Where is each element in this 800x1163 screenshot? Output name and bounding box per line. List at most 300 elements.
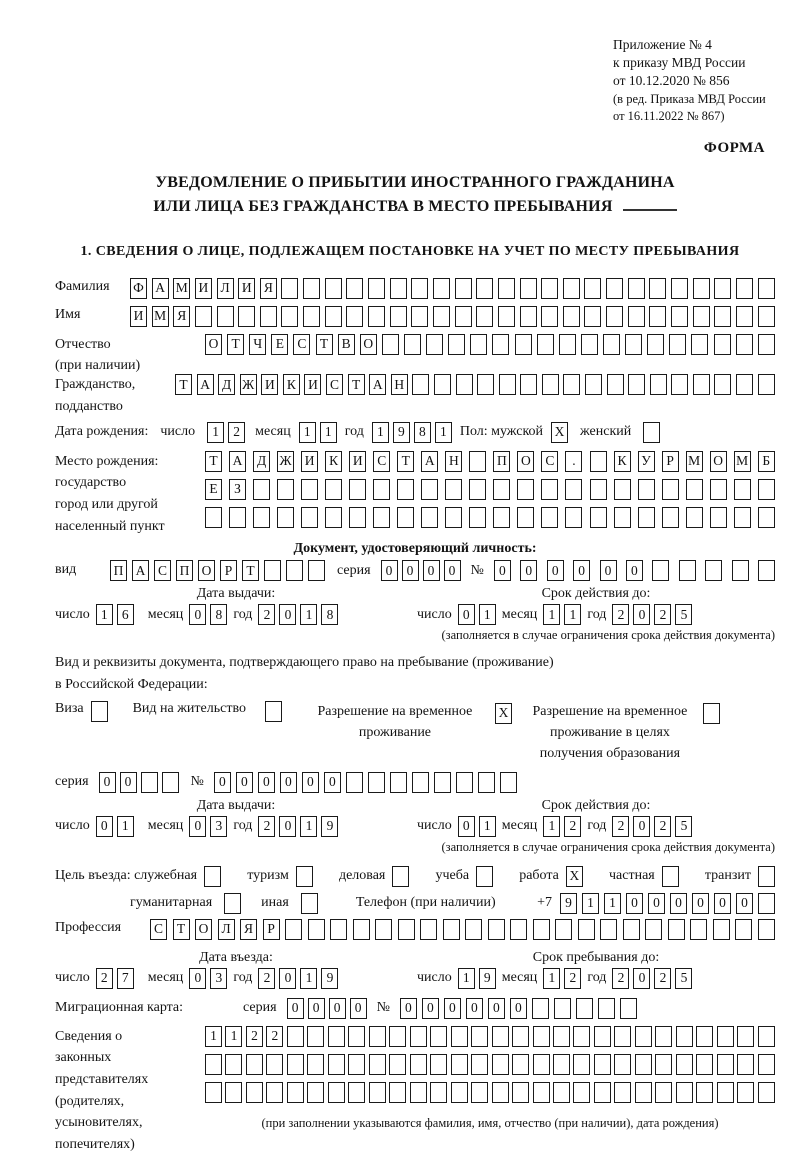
char-box[interactable]: 0: [458, 604, 475, 625]
char-box[interactable]: [296, 866, 313, 887]
char-box[interactable]: [264, 560, 281, 581]
char-box[interactable]: [655, 1054, 672, 1075]
char-box[interactable]: [696, 1026, 713, 1047]
char-box[interactable]: И: [301, 451, 318, 472]
char-box[interactable]: [301, 507, 318, 528]
char-box[interactable]: [389, 1054, 406, 1075]
char-box[interactable]: [736, 334, 753, 355]
purpose-official-checkbox[interactable]: [204, 866, 221, 887]
char-box[interactable]: [253, 507, 270, 528]
citizenship-boxes[interactable]: [175, 374, 775, 395]
char-box[interactable]: [635, 1026, 652, 1047]
char-box[interactable]: [411, 278, 428, 299]
char-box[interactable]: 1: [458, 968, 475, 989]
char-box[interactable]: [498, 306, 515, 327]
char-box[interactable]: [696, 1082, 713, 1103]
char-box[interactable]: 1: [225, 1026, 242, 1047]
char-box[interactable]: [614, 507, 631, 528]
char-box[interactable]: [714, 278, 731, 299]
char-box[interactable]: П: [176, 560, 193, 581]
char-box[interactable]: [411, 306, 428, 327]
char-box[interactable]: М: [734, 451, 751, 472]
char-box[interactable]: [758, 1054, 775, 1075]
char-box[interactable]: [451, 1054, 468, 1075]
char-box[interactable]: 0: [279, 968, 296, 989]
char-box[interactable]: [426, 334, 443, 355]
char-box[interactable]: 6: [117, 604, 134, 625]
char-box[interactable]: [410, 1082, 427, 1103]
char-box[interactable]: [471, 1082, 488, 1103]
char-box[interactable]: [542, 374, 559, 395]
char-box[interactable]: 1: [117, 816, 134, 837]
char-box[interactable]: [628, 278, 645, 299]
char-box[interactable]: [205, 507, 222, 528]
char-box[interactable]: [471, 1054, 488, 1075]
char-box[interactable]: О: [710, 451, 727, 472]
id-issue-year-boxes[interactable]: [258, 604, 338, 625]
char-box[interactable]: 8: [321, 604, 338, 625]
stay-issue-year-boxes[interactable]: [258, 816, 338, 837]
stay-issue-month-boxes[interactable]: [189, 816, 227, 837]
char-box[interactable]: 0: [96, 816, 113, 837]
char-box[interactable]: Я: [240, 919, 257, 940]
char-box[interactable]: [325, 306, 342, 327]
char-box[interactable]: [265, 701, 282, 722]
char-box[interactable]: А: [421, 451, 438, 472]
char-box[interactable]: [565, 507, 582, 528]
char-box[interactable]: [410, 1026, 427, 1047]
char-box[interactable]: 0: [189, 816, 206, 837]
char-box[interactable]: [737, 1082, 754, 1103]
char-box[interactable]: [301, 893, 318, 914]
char-box[interactable]: [690, 919, 707, 940]
char-box[interactable]: [373, 479, 390, 500]
char-box[interactable]: [500, 772, 517, 793]
char-box[interactable]: 9: [479, 968, 496, 989]
char-box[interactable]: [471, 1026, 488, 1047]
char-box[interactable]: [448, 334, 465, 355]
char-box[interactable]: [307, 1054, 324, 1075]
char-box[interactable]: [758, 560, 775, 581]
char-box[interactable]: 1: [96, 604, 113, 625]
char-box[interactable]: [455, 306, 472, 327]
char-box[interactable]: 5: [675, 816, 692, 837]
char-box[interactable]: [676, 1082, 693, 1103]
char-box[interactable]: 1: [300, 816, 317, 837]
char-box[interactable]: [714, 374, 731, 395]
char-box[interactable]: [676, 1054, 693, 1075]
char-box[interactable]: А: [369, 374, 386, 395]
char-box[interactable]: [225, 1082, 242, 1103]
char-box[interactable]: [412, 772, 429, 793]
char-box[interactable]: [410, 1054, 427, 1075]
char-box[interactable]: Д: [218, 374, 235, 395]
char-box[interactable]: Р: [220, 560, 237, 581]
char-box[interactable]: [397, 479, 414, 500]
char-box[interactable]: [541, 479, 558, 500]
char-box[interactable]: [162, 772, 179, 793]
char-box[interactable]: [590, 507, 607, 528]
char-box[interactable]: [647, 334, 664, 355]
surname-boxes[interactable]: [130, 278, 775, 299]
char-box[interactable]: 0: [236, 772, 253, 793]
char-box[interactable]: [541, 306, 558, 327]
char-box[interactable]: 3: [210, 968, 227, 989]
char-box[interactable]: Ж: [277, 451, 294, 472]
char-box[interactable]: [717, 1082, 734, 1103]
char-box[interactable]: [614, 1082, 631, 1103]
char-box[interactable]: 2: [228, 422, 245, 443]
birth-year-boxes[interactable]: [372, 422, 452, 443]
char-box[interactable]: [520, 278, 537, 299]
char-box[interactable]: К: [283, 374, 300, 395]
purpose-private-checkbox[interactable]: [662, 866, 679, 887]
char-box[interactable]: М: [173, 278, 190, 299]
char-box[interactable]: Н: [445, 451, 462, 472]
char-box[interactable]: [353, 919, 370, 940]
char-box[interactable]: [520, 374, 537, 395]
char-box[interactable]: [205, 1054, 222, 1075]
char-box[interactable]: [349, 507, 366, 528]
char-box[interactable]: [493, 507, 510, 528]
char-box[interactable]: 0: [279, 816, 296, 837]
char-box[interactable]: 9: [393, 422, 410, 443]
char-box[interactable]: Ф: [130, 278, 147, 299]
char-box[interactable]: [368, 278, 385, 299]
char-box[interactable]: [655, 1082, 672, 1103]
char-box[interactable]: [693, 306, 710, 327]
char-box[interactable]: [563, 278, 580, 299]
char-box[interactable]: 1: [300, 968, 317, 989]
char-box[interactable]: 0: [324, 772, 341, 793]
char-box[interactable]: 0: [381, 560, 398, 581]
char-box[interactable]: 1: [207, 422, 224, 443]
char-box[interactable]: [433, 278, 450, 299]
char-box[interactable]: С: [373, 451, 390, 472]
char-box[interactable]: .: [565, 451, 582, 472]
char-box[interactable]: Р: [662, 451, 679, 472]
char-box[interactable]: [421, 479, 438, 500]
char-box[interactable]: 0: [510, 998, 527, 1019]
char-box[interactable]: 5: [675, 604, 692, 625]
char-box[interactable]: [328, 1082, 345, 1103]
char-box[interactable]: И: [238, 278, 255, 299]
char-box[interactable]: 0: [648, 893, 665, 914]
char-box[interactable]: Н: [391, 374, 408, 395]
char-box[interactable]: [515, 334, 532, 355]
char-box[interactable]: 1: [543, 968, 560, 989]
char-box[interactable]: М: [152, 306, 169, 327]
char-box[interactable]: Т: [205, 451, 222, 472]
char-box[interactable]: 2: [654, 604, 671, 625]
char-box[interactable]: [559, 334, 576, 355]
char-box[interactable]: К: [614, 451, 631, 472]
char-box[interactable]: [266, 1054, 283, 1075]
stay-valid-month-boxes[interactable]: [543, 816, 581, 837]
char-box[interactable]: 0: [547, 560, 564, 581]
char-box[interactable]: [662, 866, 679, 887]
char-box[interactable]: Р: [263, 919, 280, 940]
char-box[interactable]: С: [154, 560, 171, 581]
char-box[interactable]: 0: [189, 968, 206, 989]
char-box[interactable]: [517, 479, 534, 500]
char-box[interactable]: Т: [242, 560, 259, 581]
char-box[interactable]: [606, 306, 623, 327]
char-box[interactable]: [330, 919, 347, 940]
char-box[interactable]: [348, 1026, 365, 1047]
char-box[interactable]: [390, 306, 407, 327]
id-issue-month-boxes[interactable]: [189, 604, 227, 625]
char-box[interactable]: [669, 334, 686, 355]
char-box[interactable]: 2: [612, 604, 629, 625]
char-box[interactable]: 1: [300, 604, 317, 625]
char-box[interactable]: Т: [175, 374, 192, 395]
char-box[interactable]: 0: [302, 772, 319, 793]
char-box[interactable]: [390, 278, 407, 299]
char-box[interactable]: Я: [173, 306, 190, 327]
char-box[interactable]: 1: [479, 604, 496, 625]
char-box[interactable]: 9: [321, 968, 338, 989]
char-box[interactable]: 0: [444, 998, 461, 1019]
char-box[interactable]: Д: [253, 451, 270, 472]
entry-month-boxes[interactable]: [189, 968, 227, 989]
char-box[interactable]: [478, 772, 495, 793]
char-box[interactable]: [517, 507, 534, 528]
char-box[interactable]: [476, 278, 493, 299]
char-box[interactable]: [476, 866, 493, 887]
char-box[interactable]: [430, 1054, 447, 1075]
char-box[interactable]: Т: [348, 374, 365, 395]
char-box[interactable]: [325, 278, 342, 299]
char-box[interactable]: [652, 560, 669, 581]
char-box[interactable]: [287, 1026, 304, 1047]
char-box[interactable]: [456, 374, 473, 395]
char-box[interactable]: [375, 919, 392, 940]
char-box[interactable]: О: [195, 919, 212, 940]
char-box[interactable]: [590, 451, 607, 472]
char-box[interactable]: [662, 479, 679, 500]
char-box[interactable]: Т: [173, 919, 190, 940]
char-box[interactable]: [649, 306, 666, 327]
char-box[interactable]: [655, 1026, 672, 1047]
char-box[interactable]: 9: [321, 816, 338, 837]
char-box[interactable]: [758, 893, 775, 914]
char-box[interactable]: [499, 374, 516, 395]
char-box[interactable]: [581, 334, 598, 355]
stay-issue-day-boxes[interactable]: [96, 816, 134, 837]
char-box[interactable]: 0: [279, 604, 296, 625]
char-box[interactable]: [643, 422, 660, 443]
char-box[interactable]: А: [152, 278, 169, 299]
char-box[interactable]: 0: [736, 893, 753, 914]
char-box[interactable]: 2: [612, 816, 629, 837]
char-box[interactable]: [451, 1026, 468, 1047]
char-box[interactable]: [758, 507, 775, 528]
char-box[interactable]: [476, 306, 493, 327]
visa-checkbox[interactable]: [91, 701, 108, 722]
purpose-business-checkbox[interactable]: [392, 866, 409, 887]
char-box[interactable]: [434, 772, 451, 793]
char-box[interactable]: [346, 306, 363, 327]
char-box[interactable]: [735, 919, 752, 940]
char-box[interactable]: С: [150, 919, 167, 940]
stay-until-year-boxes[interactable]: [612, 968, 692, 989]
char-box[interactable]: [584, 306, 601, 327]
char-box[interactable]: 0: [670, 893, 687, 914]
legal-rep-boxes-row1[interactable]: [205, 1026, 775, 1047]
char-box[interactable]: [328, 1026, 345, 1047]
char-box[interactable]: [346, 278, 363, 299]
char-box[interactable]: [430, 1082, 447, 1103]
char-box[interactable]: С: [541, 451, 558, 472]
char-box[interactable]: 2: [612, 968, 629, 989]
char-box[interactable]: [492, 334, 509, 355]
char-box[interactable]: [287, 1082, 304, 1103]
char-box[interactable]: [703, 703, 720, 724]
char-box[interactable]: [246, 1082, 263, 1103]
doc-series-boxes[interactable]: [381, 560, 461, 581]
char-box[interactable]: 0: [633, 968, 650, 989]
char-box[interactable]: 2: [564, 816, 581, 837]
char-box[interactable]: [603, 334, 620, 355]
char-box[interactable]: 0: [120, 772, 137, 793]
char-box[interactable]: [737, 1054, 754, 1075]
char-box[interactable]: [346, 772, 363, 793]
char-box[interactable]: П: [493, 451, 510, 472]
char-box[interactable]: Б: [758, 451, 775, 472]
char-box[interactable]: [598, 998, 615, 1019]
phone-boxes[interactable]: [560, 893, 775, 914]
char-box[interactable]: К: [325, 451, 342, 472]
char-box[interactable]: [308, 919, 325, 940]
char-box[interactable]: [758, 334, 775, 355]
char-box[interactable]: [758, 1082, 775, 1103]
char-box[interactable]: [445, 479, 462, 500]
char-box[interactable]: [392, 866, 409, 887]
char-box[interactable]: [433, 306, 450, 327]
char-box[interactable]: 0: [189, 604, 206, 625]
purpose-transit-checkbox[interactable]: [758, 866, 775, 887]
char-box[interactable]: [455, 278, 472, 299]
char-box[interactable]: [368, 306, 385, 327]
char-box[interactable]: [470, 334, 487, 355]
char-box[interactable]: И: [349, 451, 366, 472]
doc-number-boxes[interactable]: [494, 560, 775, 581]
char-box[interactable]: 1: [479, 816, 496, 837]
char-box[interactable]: [645, 919, 662, 940]
char-box[interactable]: [368, 772, 385, 793]
char-box[interactable]: 9: [560, 893, 577, 914]
char-box[interactable]: Т: [316, 334, 333, 355]
purpose-other-checkbox[interactable]: [301, 893, 318, 914]
char-box[interactable]: Е: [205, 479, 222, 500]
migration-series-boxes[interactable]: [287, 998, 367, 1019]
birth-day-boxes[interactable]: [207, 422, 245, 443]
char-box[interactable]: [576, 998, 593, 1019]
char-box[interactable]: 2: [258, 816, 275, 837]
purpose-work-checkbox[interactable]: [566, 866, 583, 887]
char-box[interactable]: 7: [117, 968, 134, 989]
given-name-boxes[interactable]: [130, 306, 775, 327]
char-box[interactable]: [693, 374, 710, 395]
char-box[interactable]: 0: [458, 816, 475, 837]
char-box[interactable]: [369, 1082, 386, 1103]
char-box[interactable]: [732, 560, 749, 581]
char-box[interactable]: [477, 374, 494, 395]
char-box[interactable]: С: [326, 374, 343, 395]
char-box[interactable]: 8: [414, 422, 431, 443]
char-box[interactable]: [286, 560, 303, 581]
char-box[interactable]: [638, 479, 655, 500]
char-box[interactable]: [594, 1082, 611, 1103]
char-box[interactable]: 0: [214, 772, 231, 793]
char-box[interactable]: [277, 507, 294, 528]
char-box[interactable]: 1: [205, 1026, 222, 1047]
legal-rep-boxes-row2[interactable]: [205, 1054, 775, 1075]
char-box[interactable]: [553, 1054, 570, 1075]
char-box[interactable]: [541, 507, 558, 528]
char-box[interactable]: [369, 1054, 386, 1075]
char-box[interactable]: 1: [543, 816, 560, 837]
char-box[interactable]: 1: [543, 604, 560, 625]
stay-valid-year-boxes[interactable]: [612, 816, 692, 837]
char-box[interactable]: 5: [675, 968, 692, 989]
char-box[interactable]: 0: [494, 560, 511, 581]
char-box[interactable]: [625, 334, 642, 355]
char-box[interactable]: [679, 560, 696, 581]
char-box[interactable]: 0: [633, 816, 650, 837]
char-box[interactable]: И: [195, 278, 212, 299]
char-box[interactable]: [382, 334, 399, 355]
char-box[interactable]: [420, 919, 437, 940]
char-box[interactable]: [520, 306, 537, 327]
char-box[interactable]: [606, 278, 623, 299]
char-box[interactable]: [389, 1026, 406, 1047]
char-box[interactable]: 2: [96, 968, 113, 989]
char-box[interactable]: [238, 306, 255, 327]
char-box[interactable]: [736, 278, 753, 299]
char-box[interactable]: [553, 1082, 570, 1103]
char-box[interactable]: [635, 1054, 652, 1075]
char-box[interactable]: [398, 919, 415, 940]
char-box[interactable]: А: [132, 560, 149, 581]
char-box[interactable]: [492, 1054, 509, 1075]
char-box[interactable]: И: [130, 306, 147, 327]
char-box[interactable]: 2: [258, 968, 275, 989]
char-box[interactable]: [691, 334, 708, 355]
char-box[interactable]: [91, 701, 108, 722]
patronymic-boxes[interactable]: [205, 334, 775, 355]
char-box[interactable]: И: [261, 374, 278, 395]
char-box[interactable]: 2: [654, 816, 671, 837]
char-box[interactable]: 0: [692, 893, 709, 914]
char-box[interactable]: [533, 1026, 550, 1047]
char-box[interactable]: Я: [260, 278, 277, 299]
char-box[interactable]: [303, 278, 320, 299]
char-box[interactable]: Ч: [249, 334, 266, 355]
char-box[interactable]: 0: [423, 560, 440, 581]
char-box[interactable]: [348, 1054, 365, 1075]
char-box[interactable]: [553, 1026, 570, 1047]
char-box[interactable]: 1: [582, 893, 599, 914]
char-box[interactable]: 0: [287, 998, 304, 1019]
char-box[interactable]: [696, 1054, 713, 1075]
char-box[interactable]: 0: [444, 560, 461, 581]
char-box[interactable]: [710, 507, 727, 528]
char-box[interactable]: [369, 1026, 386, 1047]
char-box[interactable]: [287, 1054, 304, 1075]
char-box[interactable]: 2: [258, 604, 275, 625]
